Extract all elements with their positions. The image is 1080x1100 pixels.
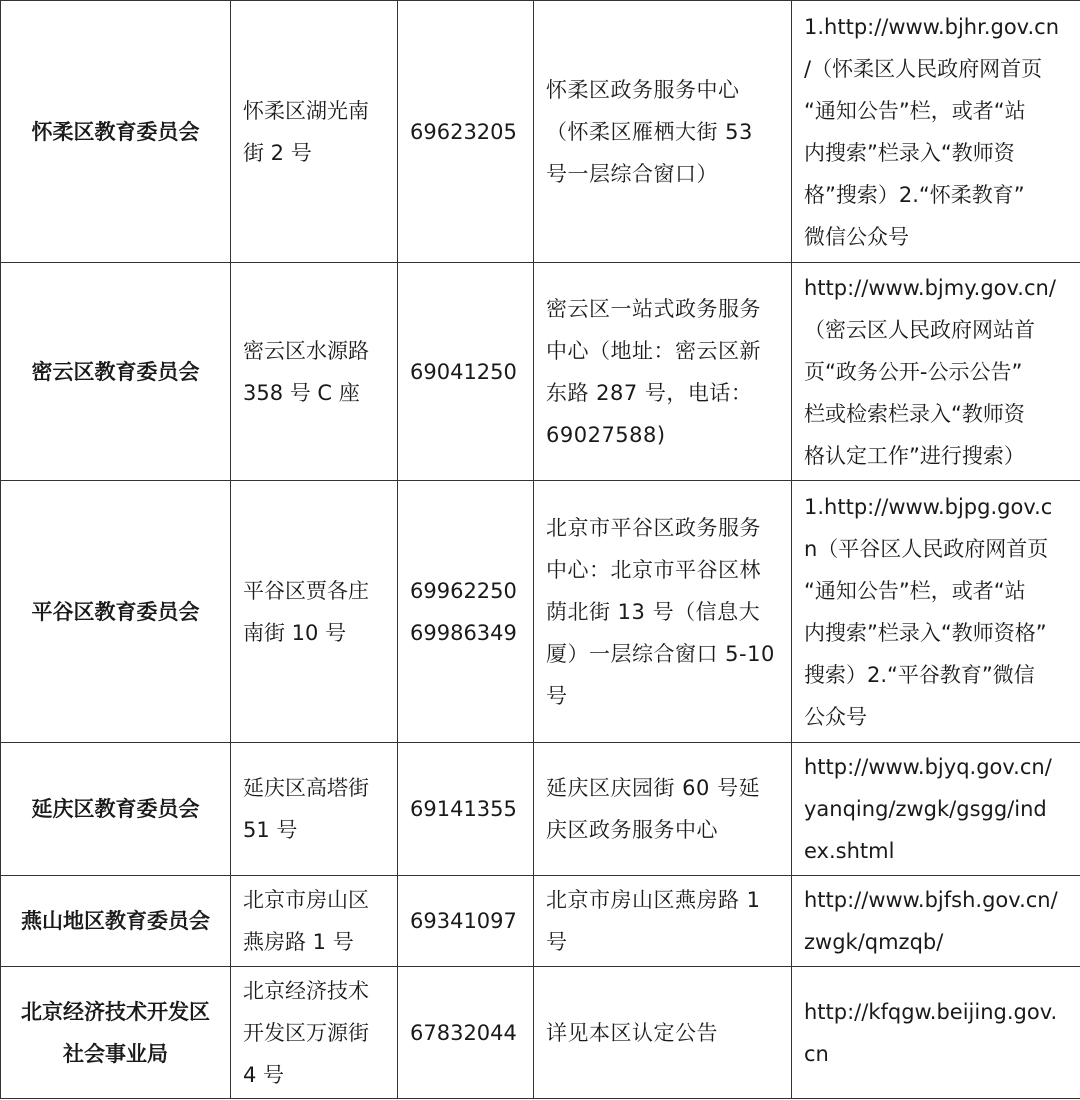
venue-line: 号 bbox=[546, 930, 568, 954]
website-line: http://www.bjyq.gov.cn/ bbox=[804, 755, 1052, 779]
website-line: （密云区人民政府网站首 bbox=[804, 317, 1035, 342]
website-cell bbox=[792, 263, 1080, 481]
phone-cell bbox=[398, 1, 534, 263]
venue-cell bbox=[534, 263, 792, 481]
address-line: 密云区水源路 bbox=[243, 338, 369, 363]
venue-line: 详见本区认定公告 bbox=[546, 1020, 718, 1045]
address-cell bbox=[231, 263, 398, 481]
venue-cell bbox=[534, 1, 792, 263]
address-line: 燕房路 1 号 bbox=[243, 930, 354, 954]
office-name: 燕山地区教育委员会 bbox=[21, 909, 210, 933]
website-line: 栏或检索栏录入“教师资 bbox=[804, 401, 1025, 426]
website-line: 1.http://www.bjhr.gov.cn bbox=[804, 14, 1060, 39]
office-name: 怀柔区教育委员会 bbox=[31, 119, 200, 144]
venue-line: 厦）一层综合窗口 5-10 bbox=[546, 641, 775, 666]
venue-line: 号一层综合窗口） bbox=[546, 161, 718, 186]
venue-line: 延庆区庆园街 60 号延 bbox=[546, 776, 761, 800]
address-line: 358 号 C 座 bbox=[243, 380, 360, 405]
phone-cell bbox=[398, 481, 534, 743]
venue-cell bbox=[534, 967, 792, 1099]
office-cell bbox=[1, 481, 231, 743]
website-line: 内搜索”栏录入“教师资 bbox=[804, 140, 1015, 165]
address-cell bbox=[231, 481, 398, 743]
website-cell bbox=[792, 1, 1080, 263]
website-cell bbox=[792, 481, 1080, 743]
website-line: ex.shtml bbox=[804, 839, 895, 863]
website-line: n（平谷区人民政府网首页 bbox=[804, 536, 1049, 561]
address-cell bbox=[231, 1, 398, 263]
office-cell bbox=[1, 967, 231, 1099]
office-cell bbox=[1, 1, 231, 263]
venue-cell bbox=[534, 743, 792, 876]
table-row bbox=[1, 967, 1080, 1099]
venue-line: 怀柔区政务服务中心 bbox=[546, 77, 740, 102]
venue-cell bbox=[534, 876, 792, 967]
website-line: yanqing/zwgk/gsgg/ind bbox=[804, 797, 1047, 821]
address-line: 51 号 bbox=[243, 818, 298, 842]
phone-number: 67832044 bbox=[410, 1020, 517, 1045]
venue-line: （怀柔区雁栖大街 53 bbox=[546, 119, 753, 144]
phone-cell bbox=[398, 743, 534, 876]
address-line: 开发区万源街 bbox=[243, 1020, 369, 1045]
office-cell bbox=[1, 743, 231, 876]
address-cell bbox=[231, 876, 398, 967]
office-name: 平谷区教育委员会 bbox=[31, 599, 200, 624]
phone-number: 69962250 bbox=[410, 578, 517, 603]
address-line: 街 2 号 bbox=[243, 140, 312, 165]
website-line: zwgk/qmzqb/ bbox=[804, 930, 944, 954]
address-line: 延庆区高塔街 bbox=[243, 776, 369, 800]
table-row bbox=[1, 1, 1080, 263]
website-line: http://www.bjmy.gov.cn/ bbox=[804, 275, 1056, 300]
website-line: 格认定工作”进行搜索） bbox=[804, 443, 1025, 468]
venue-line: 号 bbox=[546, 683, 568, 708]
venue-cell bbox=[534, 481, 792, 743]
venue-line: 密云区一站式政务服务 bbox=[546, 296, 761, 321]
venue-line: 69027588) bbox=[546, 422, 666, 447]
website-line: 公众号 bbox=[804, 704, 867, 729]
phone-number: 69623205 bbox=[410, 119, 517, 144]
website-line: cn bbox=[804, 1041, 829, 1066]
office-name: 延庆区教育委员会 bbox=[31, 797, 200, 821]
office-name: 社会事业局 bbox=[63, 1041, 168, 1066]
venue-line: 北京市房山区燕房路 1 bbox=[546, 888, 761, 912]
phone-cell bbox=[398, 876, 534, 967]
website-line: /（怀柔区人民政府网首页 bbox=[804, 56, 1043, 81]
website-cell bbox=[792, 743, 1080, 876]
website-line: 微信公众号 bbox=[804, 224, 909, 249]
venue-line: 东路 287 号，电话： bbox=[546, 380, 753, 405]
website-line: 页“政务公开-公示公告” bbox=[804, 359, 1023, 384]
address-line: 北京市房山区 bbox=[243, 888, 369, 912]
website-line: 内搜索”栏录入“教师资格” bbox=[804, 620, 1047, 645]
address-cell bbox=[231, 743, 398, 876]
office-cell bbox=[1, 876, 231, 967]
website-cell bbox=[792, 967, 1080, 1099]
website-line: “通知公告”栏，或者“站 bbox=[804, 98, 1026, 123]
table-row bbox=[1, 263, 1080, 481]
venue-line: 中心（地址：密云区新 bbox=[546, 338, 761, 363]
website-line: 搜索）2.“平谷教育”微信 bbox=[804, 662, 1035, 687]
table-row bbox=[1, 876, 1080, 967]
website-cell bbox=[792, 876, 1080, 967]
phone-number: 69041250 bbox=[410, 359, 517, 384]
website-line: http://www.bjfsh.gov.cn/ bbox=[804, 888, 1058, 912]
address-line: 平谷区贾各庄 bbox=[243, 578, 369, 603]
phone-cell bbox=[398, 263, 534, 481]
website-line: “通知公告”栏，或者“站 bbox=[804, 578, 1026, 603]
address-line: 4 号 bbox=[243, 1062, 285, 1087]
address-cell bbox=[231, 967, 398, 1099]
table-row bbox=[1, 743, 1080, 876]
office-cell bbox=[1, 263, 231, 481]
venue-line: 北京市平谷区政务服务 bbox=[546, 515, 761, 540]
phone-number: 69341097 bbox=[410, 909, 517, 933]
office-name: 北京经济技术开发区 bbox=[21, 999, 210, 1024]
venue-line: 庆区政务服务中心 bbox=[546, 818, 718, 842]
address-line: 怀柔区湖光南 bbox=[243, 98, 369, 123]
address-line: 南街 10 号 bbox=[243, 620, 347, 645]
phone-number: 69986349 bbox=[410, 620, 517, 645]
table-row bbox=[1, 481, 1080, 743]
phone-cell bbox=[398, 967, 534, 1099]
website-line: http://kfqgw.beijing.gov. bbox=[804, 999, 1058, 1024]
office-name: 密云区教育委员会 bbox=[31, 359, 200, 384]
phone-number: 69141355 bbox=[410, 797, 517, 821]
venue-line: 荫北街 13 号（信息大 bbox=[546, 599, 761, 624]
venue-line: 中心：北京市平谷区林 bbox=[546, 557, 761, 582]
address-line: 北京经济技术 bbox=[243, 978, 369, 1003]
website-line: 1.http://www.bjpg.gov.c bbox=[804, 494, 1053, 519]
website-line: 格”搜索）2.“怀柔教育” bbox=[804, 182, 1025, 207]
